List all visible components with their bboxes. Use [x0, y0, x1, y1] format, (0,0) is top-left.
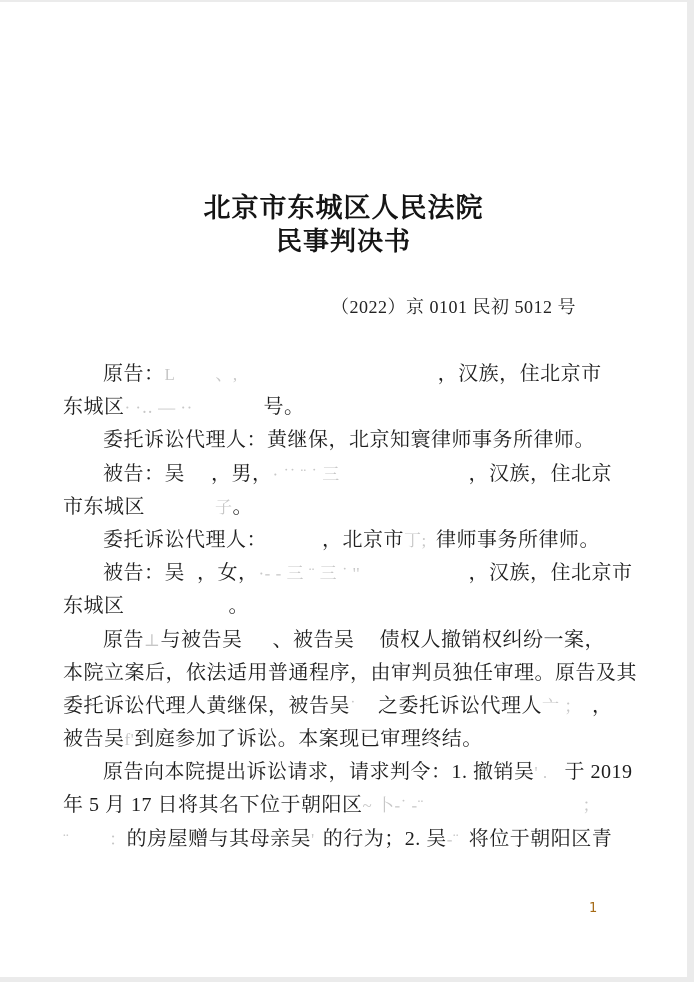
- document-type-title: 民事判决书: [275, 227, 411, 256]
- text-segment: ，汉族，住北京市: [468, 562, 633, 585]
- text-segment: 东城区: [63, 396, 125, 419]
- text-segment: 于 2019: [564, 761, 633, 784]
- text-segment: 被告：吴: [103, 562, 185, 585]
- redaction-trace: ；: [582, 796, 600, 816]
- document-line: [63, 557, 641, 590]
- page-number: 1: [589, 901, 598, 916]
- text-segment: 之委托诉讼代理人: [378, 694, 542, 717]
- text-segment: 。: [228, 595, 249, 618]
- redaction-gap: ·- - 三 ¨ 三 ˙ '': [258, 564, 360, 584]
- text-segment: 的行为；2. 吴: [322, 827, 447, 850]
- text-segment: 委托诉讼代理人黄继保，被告吴: [63, 694, 350, 717]
- redaction-trace: 、,: [215, 365, 238, 384]
- text-segment: 原告：: [103, 363, 165, 385]
- document-line: [63, 723, 641, 756]
- text-segment: 律师事务所律师。: [436, 528, 600, 551]
- text-segment: 与被告吴: [160, 628, 243, 651]
- text-segment: 委托诉讼代理人：黄继保，北京知寰律师事务所律师。: [103, 429, 595, 452]
- document-body: [63, 358, 641, 856]
- text-segment: 被告吴: [63, 728, 125, 751]
- text-segment: 、被告吴: [272, 628, 355, 651]
- text-segment: ，北京市: [322, 528, 404, 551]
- document-line: [63, 491, 641, 524]
- redaction-trace: ⊥: [144, 630, 161, 650]
- text-segment: 。: [232, 495, 253, 518]
- text-segment: 年 5 月 17 日将其名下位于朝阳区: [63, 794, 363, 817]
- document-line: [63, 391, 641, 424]
- redaction-gap: · ˙˙ ¨ ˙ 三: [272, 464, 340, 484]
- redaction-gap: · ·‥ — ··: [124, 398, 193, 418]
- redaction-gap: ' .: [534, 763, 548, 783]
- redaction-gap: ~ 卜-˙ -¨: [362, 796, 424, 816]
- redaction-trace: f': [124, 730, 135, 750]
- text-segment: 原告: [103, 628, 144, 651]
- document-line: [63, 358, 641, 391]
- text-segment: 被告：吴: [103, 462, 185, 485]
- document-line: [63, 657, 641, 690]
- text-segment: 市东城区: [63, 495, 145, 518]
- text-segment: ，汉族，住北京市: [437, 363, 602, 385]
- text-segment: ，女，: [197, 562, 259, 585]
- case-number: （2022）京 0101 民初 5012 号: [331, 297, 576, 317]
- text-segment: ，汉族，住北京: [468, 462, 612, 485]
- redaction-trace: ': [311, 829, 315, 849]
- document-line: [63, 524, 641, 557]
- text-segment: 到庭参加了诉讼。本案现已审理终结。: [134, 728, 483, 751]
- text-segment: 债权人撤销权纠纷一案，: [379, 628, 605, 651]
- text-segment: ，男，: [211, 462, 273, 485]
- text-segment: ，: [592, 694, 613, 717]
- text-segment: 本院立案后，依法适用普通程序，由审判员独任审理。原告及其: [63, 661, 637, 684]
- text-segment: 委托诉讼代理人：: [103, 528, 267, 551]
- text-segment: 将位于朝阳区青: [468, 827, 613, 850]
- document-line: [63, 458, 641, 491]
- redaction-trace: 子: [215, 497, 233, 517]
- document-line: [63, 789, 641, 822]
- document-line: [63, 624, 641, 657]
- redaction-trace: ：: [109, 829, 127, 849]
- document-page: [0, 2, 687, 977]
- redaction-trace: ¨: [63, 829, 70, 849]
- text-segment: 原告向本院提出诉讼请求，请求判令：1. 撤销吴: [103, 761, 535, 784]
- text-segment: 号。: [263, 396, 305, 419]
- redaction-trace: L: [164, 365, 176, 384]
- document-line: [63, 756, 641, 789]
- document-line: [63, 590, 641, 623]
- text-segment: 的房屋赠与其母亲吴: [126, 827, 312, 850]
- document-line: [63, 823, 641, 856]
- court-name-title: 北京市东城区人民法院: [203, 193, 484, 223]
- redaction-gap: ˙: [350, 696, 357, 716]
- text-segment: 东城区: [63, 595, 125, 618]
- redaction-gap: 亠 ；: [542, 696, 582, 716]
- redaction-gap: 丁;: [404, 530, 427, 550]
- document-line: [63, 690, 641, 723]
- document-line: [63, 424, 641, 457]
- redaction-gap: -¨: [446, 829, 460, 849]
